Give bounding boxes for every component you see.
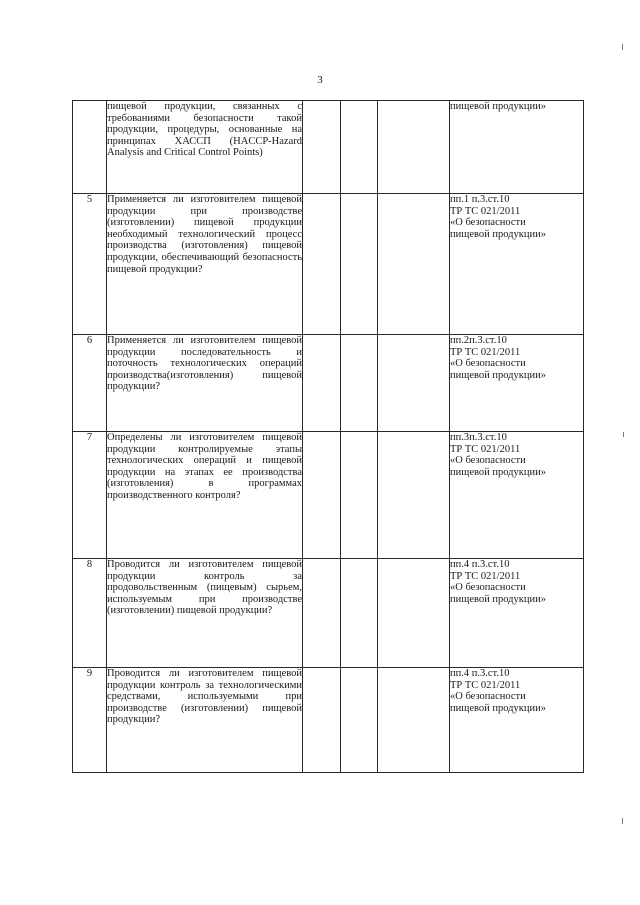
row-number-cell: 7 — [73, 432, 107, 559]
answer-na-cell — [378, 101, 450, 194]
answer-na-cell — [378, 432, 450, 559]
table-row — [73, 432, 584, 559]
legal-reference-line: пп.1 п.3.ст.10 — [450, 194, 510, 205]
row-number-cell: 6 — [73, 335, 107, 432]
legal-reference-line: пп.3п.3.ст.10 — [450, 432, 507, 443]
legal-reference-line: «О безопасности — [450, 691, 526, 703]
legal-reference-line: ТР ТС 021/2011 — [450, 679, 521, 691]
answer-yes-cell — [303, 101, 341, 194]
legal-reference-cell — [450, 559, 584, 668]
scan-mark — [622, 818, 623, 824]
question-cell: Определены ли изготовителем пищевой продукции контролируемые этапы технологических операций и пищевой продукции на этапах ее производства (изготовления) в программах производственного контроля? — [107, 432, 303, 559]
table-row-continuation — [73, 101, 584, 194]
legal-reference-line: пищевой продукции» — [450, 593, 546, 605]
answer-na-cell — [378, 194, 450, 335]
row-number-cell: 8 — [73, 559, 107, 668]
requirements-checklist-table — [72, 100, 584, 773]
table-row — [73, 335, 584, 432]
scan-mark — [622, 44, 623, 50]
legal-reference-cell — [450, 432, 584, 559]
legal-reference-line: пищевой продукции» — [450, 702, 546, 714]
legal-reference-line: ТР ТС 021/2011 — [450, 570, 521, 582]
answer-yes-cell — [303, 432, 341, 559]
table-row — [73, 194, 584, 335]
question-cell: пищевой продукции, связанных с требованиями безопасности такой продукции, процедуры, основанные на принципах ХАССП (HACCP-Hazard Analysis and Critical Control Points) — [107, 101, 303, 194]
question-cell: Проводится ли изготовителем пищевой продукции контроль за продовольственным (пищевым) сырьем, используемым при производстве (изготовлении) пищевой продукции? — [107, 559, 303, 668]
answer-na-cell — [378, 559, 450, 668]
scan-mark — [623, 432, 624, 437]
legal-reference-cell — [450, 194, 584, 335]
question-cell: Проводится ли изготовителем пищевой продукции контроль за технологическими средствами, используемыми при производстве (изготовлении) пищевой продукции? — [107, 668, 303, 773]
legal-reference-cell — [450, 335, 584, 432]
question-cell: Применяется ли изготовителем пищевой продукции последовательность и поточность технологических операций производства(изготовления) пищевой продукции? — [107, 335, 303, 432]
question-cell: Применяется ли изготовителем пищевой продукции при производстве (изготовлении) пищевой продукции необходимый технологический процесс производства (изготовления) пищевой продукции, обеспечивающий безопасность пищевой продукции? — [107, 194, 303, 335]
answer-no-cell — [341, 432, 378, 559]
legal-reference-line: пп.4 п.3.ст.10 — [450, 559, 510, 570]
legal-reference-line: пп.2п.3.ст.10 — [450, 335, 507, 346]
legal-reference-line: «О безопасности — [450, 358, 526, 370]
legal-reference-line: пп.4 п.3.ст.10 — [450, 668, 510, 679]
answer-no-cell — [341, 101, 378, 194]
answer-no-cell — [341, 335, 378, 432]
row-number-cell — [73, 101, 107, 194]
table-row — [73, 559, 584, 668]
answer-no-cell — [341, 559, 378, 668]
legal-reference-line: ТР ТС 021/2011 — [450, 205, 521, 217]
table-row — [73, 668, 584, 773]
answer-no-cell — [341, 194, 378, 335]
legal-reference-cell — [450, 668, 584, 773]
row-number-cell: 9 — [73, 668, 107, 773]
legal-reference-line: пищевой продукции» — [450, 369, 546, 381]
legal-reference-line: ТР ТС 021/2011 — [450, 346, 521, 358]
page-number: 3 — [317, 74, 323, 86]
answer-no-cell — [341, 668, 378, 773]
legal-reference-line: пищевой продукции» — [450, 466, 546, 478]
legal-reference-cell — [450, 101, 584, 194]
legal-reference-line: пищевой продукции» — [450, 101, 546, 112]
legal-reference-line: «О безопасности — [450, 582, 526, 594]
answer-na-cell — [378, 668, 450, 773]
answer-yes-cell — [303, 559, 341, 668]
answer-yes-cell — [303, 668, 341, 773]
legal-reference-line: «О безопасности — [450, 455, 526, 467]
row-number-cell: 5 — [73, 194, 107, 335]
legal-reference-line: ТР ТС 021/2011 — [450, 443, 521, 455]
legal-reference-line: «О безопасности — [450, 217, 526, 229]
legal-reference-line: пищевой продукции» — [450, 228, 546, 240]
answer-yes-cell — [303, 194, 341, 335]
answer-na-cell — [378, 335, 450, 432]
answer-yes-cell — [303, 335, 341, 432]
